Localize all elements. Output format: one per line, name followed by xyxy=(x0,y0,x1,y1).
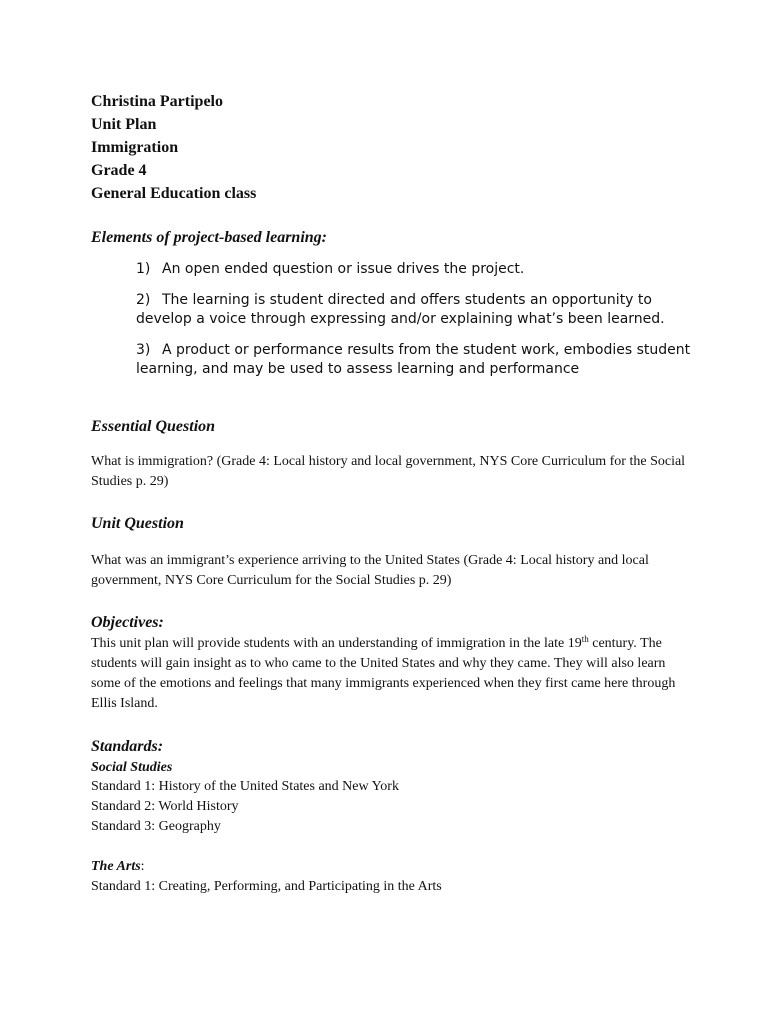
standard-item: Standard 1: History of the United States and New York xyxy=(91,779,399,794)
list-text: The learning is student directed and offers students an opportunity to develop a voice through expressing and/or explaining what’s been learned. xyxy=(136,292,665,327)
list-number: 2) xyxy=(136,292,151,308)
list-item xyxy=(136,291,696,329)
standards-heading: Standards: xyxy=(91,738,164,755)
author-name: Christina Partipelo xyxy=(91,93,223,110)
objectives-line1: This unit plan will provide students with an understanding of immigration in the late 19 xyxy=(91,636,582,651)
objectives-heading: Objectives: xyxy=(91,614,164,631)
list-number: 3) xyxy=(136,342,151,358)
grade: Grade 4 xyxy=(91,162,147,179)
ordinal-suffix: th xyxy=(581,634,589,644)
doc-type: Unit Plan xyxy=(91,116,157,133)
objectives-text xyxy=(91,634,691,714)
list-item xyxy=(136,260,696,279)
standard-item: Standard 1: Creating, Performing, and Participating in the Arts xyxy=(91,879,442,894)
unit-question-text: What was an immigrant’s experience arriving to the United States (Grade 4: Local history and local government, NYS Core Curriculum for the Social Studies p. 29) xyxy=(91,553,649,588)
essential-question-heading: Essential Question xyxy=(91,418,216,435)
standard-item: Standard 2: World History xyxy=(91,799,239,814)
class-type: General Education class xyxy=(91,185,257,202)
objectives-line1-end: century. xyxy=(588,636,637,651)
list-number: 1) xyxy=(136,261,151,277)
list-text: A product or performance results from the student work, embodies student learning, and may be used to assess learning and performance xyxy=(136,342,691,377)
arts-label-colon: : xyxy=(140,859,145,874)
elements-heading: Elements of project-based learning: xyxy=(91,229,327,246)
unit-question-heading: Unit Question xyxy=(91,515,184,532)
list-item xyxy=(136,341,696,379)
social-studies-label: Social Studies xyxy=(91,760,173,775)
arts-label: The Arts xyxy=(91,859,141,874)
essential-question-text: What is immigration? (Grade 4: Local history and local government, NYS Core Curriculum for the Social Studies p. 29) xyxy=(91,454,686,489)
topic: Immigration xyxy=(91,139,179,156)
standard-item: Standard 3: Geography xyxy=(91,819,221,834)
objectives-rest: The students will gain insight as to who came to the United States and why they came. They will also learn some of the emotions and feelings that many immigrants experienced when they first came here through Ellis Island. xyxy=(91,636,676,711)
list-text: An open ended question or issue drives the project. xyxy=(162,261,525,277)
arts-label-line xyxy=(91,857,145,877)
